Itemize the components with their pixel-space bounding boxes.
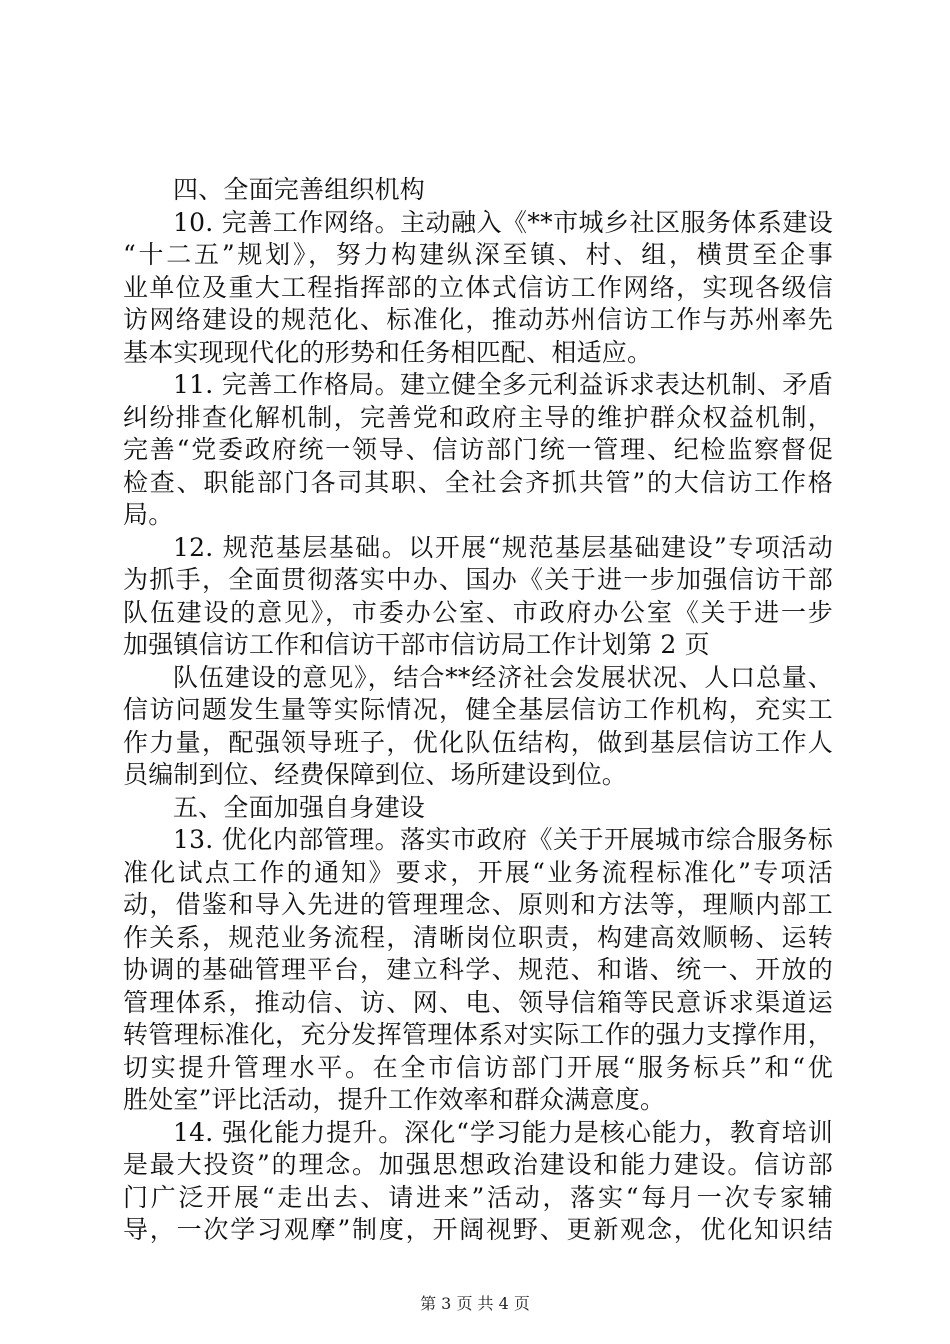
text-line: 检查、职能部门各司其职、全社会齐抓共管”的大信访工作格: [123, 467, 833, 497]
text-line: 转管理标准化，充分发挥管理体系对实际工作的强力支撑作用，: [123, 1020, 833, 1049]
text-line: 为抓手，全面贯彻落实中办、国办《关于进一步加强信访干部: [123, 565, 833, 594]
text-line: 门广泛开展“走出去、请进来”活动，落实“每月一次专家辅: [123, 1182, 833, 1212]
text-line: 14. 强化能力提升。深化“学习能力是核心能力，教育培训: [173, 1117, 833, 1147]
text-line: 五、全面加强自身建设: [173, 792, 426, 822]
text-line: 作关系，规范业务流程，清晰岗位职责，构建高效顺畅、运转: [123, 922, 833, 952]
text-line: 11. 完善工作格局。建立健全多元利益诉求表达机制、矛盾: [173, 370, 833, 399]
text-line: 协调的基础管理平台，建立科学、规范、和谐、统一、开放的: [123, 955, 833, 984]
text-line: “十二五”规划》，努力构建纵深至镇、村、组，横贯至企事: [123, 240, 833, 269]
text-line: 加强镇信访工作和信访干部市信访局工作计划第 2 页: [123, 630, 710, 659]
text-line: 信访问题发生量等实际情况，健全基层信访工作机构，充实工: [123, 695, 833, 724]
text-line: 是最大投资”的理念。加强思想政治建设和能力建设。信访部: [123, 1150, 833, 1179]
text-line: 10. 完善工作网络。主动融入《**市城乡社区服务体系建设: [173, 207, 833, 237]
text-line: 导，一次学习观摩”制度，开阔视野、更新观念，优化知识结: [123, 1215, 833, 1244]
text-line: 队伍建设的意见》，市委办公室、市政府办公室《关于进一步: [123, 597, 833, 627]
text-line: 业单位及重大工程指挥部的立体式信访工作网络，实现各级信: [123, 272, 833, 302]
page-footer: 第 3 页 共 4 页: [420, 1294, 530, 1313]
text-line: 完善“党委政府统一领导、信访部门统一管理、纪检监察督促: [123, 435, 833, 464]
text-line: 13. 优化内部管理。落实市政府《关于开展城市综合服务标: [173, 825, 833, 854]
document-body: [123, 174, 833, 1247]
text-line: 员编制到位、经费保障到位、场所建设到位。: [123, 760, 628, 789]
text-line: 基本实现现代化的形势和任务相匹配、相适应。: [123, 337, 653, 367]
text-line: 12. 规范基层基础。以开展“规范基层基础建设”专项活动: [173, 532, 833, 562]
text-line: 局。: [123, 500, 174, 529]
text-line: 作力量，配强领导班子，优化队伍结构，做到基层信访工作人: [123, 727, 833, 757]
text-line: 访网络建设的规范化、标准化，推动苏州信访工作与苏州率先: [123, 305, 833, 334]
text-line: 准化试点工作的通知》要求，开展“业务流程标准化”专项活: [123, 857, 833, 887]
text-line: 纠纷排查化解机制，完善党和政府主导的维护群众权益机制，: [123, 402, 833, 432]
text-line: 切实提升管理水平。在全市信访部门开展“服务标兵”和“优: [123, 1052, 833, 1082]
text-line: 管理体系，推动信、访、网、电、领导信箱等民意诉求渠道运: [123, 987, 833, 1017]
text-line: 四、全面完善组织机构: [173, 175, 426, 204]
text-line: 动，借鉴和导入先进的管理理念、原则和方法等，理顺内部工: [123, 890, 833, 919]
text-line: 队伍建设的意见》，结合**经济社会发展状况、人口总量、: [173, 662, 833, 692]
text-line: 胜处室”评比活动，提升工作效率和群众满意度。: [123, 1085, 666, 1114]
